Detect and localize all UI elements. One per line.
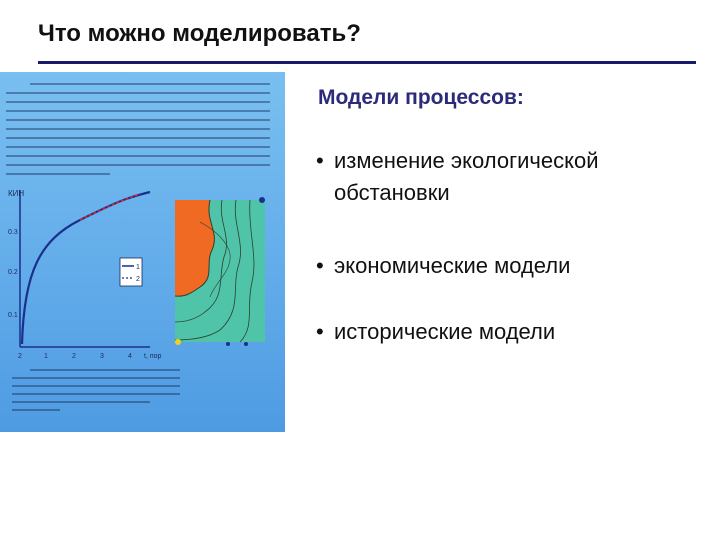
content-panel [318,86,708,110]
bullet-item-history [316,316,555,348]
bullet-text: изменение экологической обстановки [334,148,599,205]
figure-y-axis-label: КИН [8,189,25,198]
figure-paragraph-lines [6,84,270,174]
bullet-marker: • [316,319,324,344]
bullet-text: исторические модели [334,319,556,344]
figure-legend-label: 1 [136,264,140,271]
figure-x-axis-label: t, пор [144,353,162,360]
bullet-text: экономические модели [334,253,571,278]
bullet-item-economic [316,250,570,282]
figure-x-tick: 2 [18,353,22,360]
bullet-marker: • [316,148,324,173]
figure-x-tick: 1 [44,353,48,360]
figure-curve-dashed [80,194,140,220]
bullet-marker: • [316,253,324,278]
slide-title: Что можно моделировать? [38,20,361,47]
figure-artwork [0,72,285,432]
figure-y-tick: 0.1 [8,312,18,319]
figure-y-tick: 0.3 [8,229,18,236]
illustration-figure [0,72,285,432]
figure-x-tick: 3 [100,353,104,360]
figure-y-tick: 0.2 [8,269,18,276]
figure-legend-label: 2 [136,276,140,283]
figure-contour-map [175,197,265,346]
figure-x-tick: 4 [128,353,132,360]
figure-x-tick: 2 [72,353,76,360]
title-divider [38,61,696,64]
bullet-item-ecology [316,145,598,209]
section-heading: Модели процессов: [318,86,524,109]
figure-caption-lines [12,370,180,410]
